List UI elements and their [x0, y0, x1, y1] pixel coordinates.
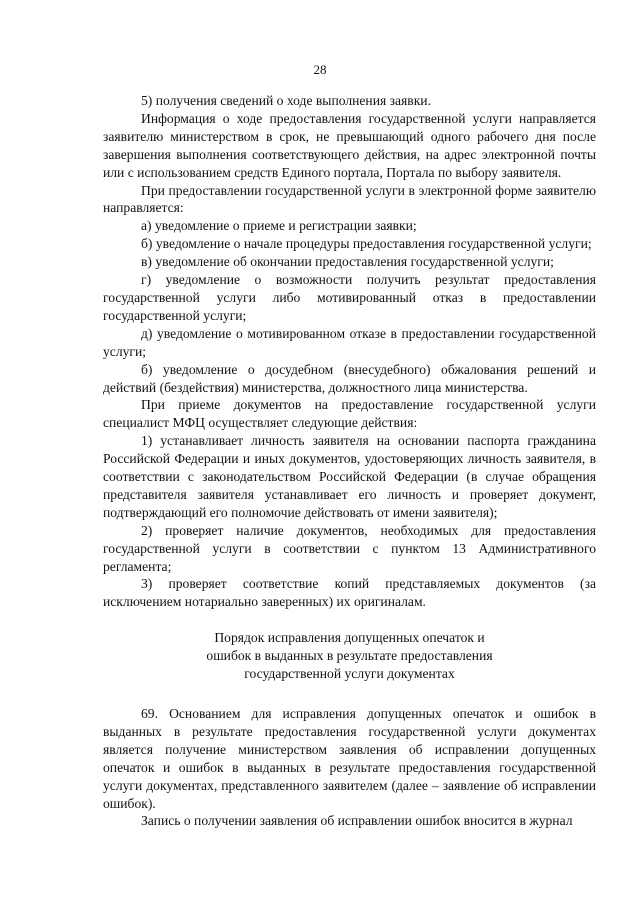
- paragraph: 69. Основанием для исправления допущенных опечаток и ошибок в выданных в результате предоставления государственной услуги документах является получение министерством заявления об исправлении допущенных опечаток и ошибок в выданных в результате предоставления государственной услуги документах, представленного заявителем (далее – заявление об исправлении ошибок).: [103, 706, 596, 811]
- section-heading-line: государственной услуги документах: [244, 666, 455, 682]
- paragraph: Информация о ходе предоставления государственной услуги направляется заявителю министерством в срок, не превышающий одного рабочего дня после завершения выполнения соответствующего действия, на адрес электронной почты или с использованием средств Единого портала, Портала по выбору заявителя.: [103, 110, 596, 180]
- list-item: в) уведомление об окончании предоставления государственной услуги;: [141, 254, 554, 270]
- list-item: б) уведомление о досудебном (внесудебного) обжалования решений и действий (бездействия) министерства, должностного лица министерства.: [103, 361, 596, 395]
- paragraph: При приеме документов на предоставление государственной услуги специалист МФЦ осуществляет следующие действия:: [103, 397, 596, 431]
- section-heading-line: ошибок в выданных в результате предоставления: [206, 648, 493, 664]
- list-item: г) уведомление о возможности получить результат предоставления государственной услуги либо мотивированный отказ в предоставлении государственной услуги;: [103, 272, 596, 323]
- page-number: 28: [313, 62, 327, 77]
- section-heading: [103, 629, 596, 683]
- list-item: а) уведомление о приеме и регистрации заявки;: [141, 218, 417, 234]
- list-item: 1) устанавливает личность заявителя на основании паспорта гражданина Российской Федерации и иных документов, удостоверяющих личность заявителя, в соответствии с законодательством Российской Федерации (в случае обращения представителя заявителя устанавливает его личность и проверяет документ, подтверждающий его полномочие действовать от имени заявителя);: [103, 433, 596, 520]
- document-body: [103, 92, 596, 830]
- list-item: б) уведомление о начале процедуры предоставления государственной услуги;: [141, 236, 592, 252]
- list-item: д) уведомление о мотивированном отказе в предоставлении государственной услуги;: [103, 325, 596, 359]
- paragraph: 5) получения сведений о ходе выполнения заявки.: [141, 93, 431, 108]
- section-heading-line: Порядок исправления допущенных опечаток и: [214, 630, 485, 646]
- paragraph: Запись о получении заявления об исправлении ошибок вносится в журнал: [141, 813, 573, 829]
- list-item: 2) проверяет наличие документов, необходимых для предоставления государственной услуги в соответствии с пунктом 13 Административного регламента;: [103, 522, 596, 574]
- paragraph: При предоставлении государственной услуги в электронной форме заявителю направляется:: [103, 182, 596, 216]
- list-item: 3) проверяет соответствие копий представляемых документов (за исключением нотариально заверенных) их оригиналам.: [103, 576, 596, 610]
